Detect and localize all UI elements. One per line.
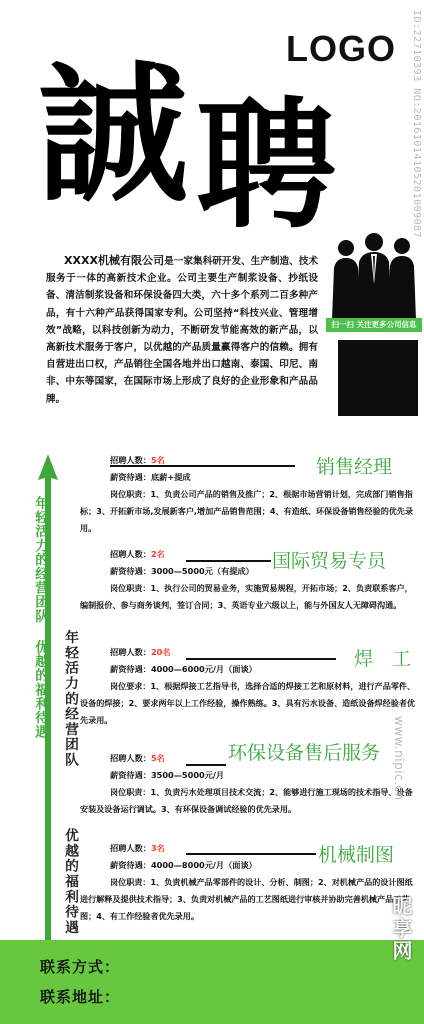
duty-label: 岗位职责： [110, 489, 151, 499]
salary-value: 3000—5000元（有提成） [150, 566, 254, 576]
recruit-count: 3名 [150, 843, 165, 853]
salary-value: 4000—8000元/月（面谈） [150, 860, 257, 870]
job-title: 机械制图 [318, 844, 395, 866]
slogan-team-black: 年轻活力的经营团队 [62, 630, 78, 768]
business-team-silhouette-icon [326, 228, 422, 320]
contact-address-label: 联系地址： [40, 988, 121, 1006]
salary-label: 薪资待遇： [110, 770, 151, 780]
contact-footer [0, 940, 424, 1024]
recruit-count: 5名 [150, 455, 165, 465]
company-intro [46, 252, 318, 408]
divider [186, 764, 226, 766]
recruit-label: 招聘人数： [110, 753, 151, 763]
duty-label: 岗位职责： [110, 787, 151, 797]
job-title: 焊 工 [354, 648, 412, 670]
recruit-count: 2名 [150, 549, 165, 559]
brand-watermark: 昵享网 [389, 896, 413, 962]
recruit-label: 招聘人数： [110, 549, 151, 559]
salary-value: 3500—5000元/月 [150, 770, 225, 780]
salary-label: 薪资待遇： [110, 664, 151, 674]
company-name: XXXX机械有限公司 [64, 254, 165, 267]
salary-value: 底薪+提成 [150, 472, 191, 482]
company-description: 是一家集科研开发、生产制造、技术服务于一体的高新技术企业。公司主要生产制浆设备、抄纸设备、清洁制浆设备和环保设备四大类，六十多个系列二百多种产品，有十六种产品获得国家专利。公司坚持“科技兴业、管理增效”战略，以科技创新为动力，不断研发节能高效的新产品，以高新技术服务于客户，以优越的产品质量赢得客户的信赖。拥有自营进出口权，产品销往全国各地并出口越南、泰国、印尼、南非、中东等国家，在国际市场上形成了良好的企业形象和产品品牌。 [46, 256, 318, 405]
site-watermark: www.nipic.cn [392, 716, 406, 801]
job-title: 环保设备售后服务 [228, 742, 381, 764]
job-title: 销售经理 [316, 456, 393, 478]
salary-label: 薪资待遇： [110, 860, 151, 870]
job-title: 国际贸易专员 [272, 550, 387, 572]
divider [186, 853, 316, 855]
duty-text: 1、负责污水处理项目技术交流；2、能够进行施工现场的技术指导、设备安装及设备运行调试。3、有环保设备调试经验的优先录用。 [80, 787, 413, 814]
headline-char-1: 誠 [38, 47, 189, 223]
duty-text: 1、负责公司产品的销售及推广；2、根据市场营销计划，完成部门销售指标；3、开拓新市场,发展新客户,增加产品销售范围；4、有造纸、环保设备销售经验的优先录用。 [80, 489, 414, 533]
recruit-label: 招聘人数： [110, 843, 151, 853]
contact-method-label: 联系方式： [40, 958, 121, 976]
recruit-label: 招聘人数： [110, 455, 151, 465]
slogan-welfare-green: 优越的福利待遇 [32, 640, 48, 739]
divider [186, 658, 336, 660]
qr-code-placeholder [338, 340, 418, 416]
recruit-label: 招聘人数： [110, 647, 151, 657]
salary-label: 薪资待遇： [110, 566, 151, 576]
slogan-team-green: 年轻活力的经营团队 [32, 496, 48, 623]
duty-label: 岗位职责： [110, 877, 151, 887]
requirement-text: 1、根据焊接工艺指导书，选择合适的焊接工艺和原材料，进行产品零件、设备的焊接；2、要求两年以上工作经验，操作熟练。3、具有污水设备、造纸设备焊经验者优先录用。 [80, 681, 416, 725]
divider [186, 560, 271, 562]
slogan-welfare-black: 优越的福利待遇 [62, 828, 78, 936]
duty-text: 1、负责机械产品零部件的设计、分析、制图；2、对机械产品的设计图纸进行解释及提供技术指导；3、负责对机械产品的工艺图纸进行审核并协助完善机械产品工艺图；4、有工作经验者优先录用。 [80, 877, 413, 921]
requirement-label: 岗位要求： [110, 681, 151, 691]
image-id-watermark: ID:22710393 NO:20161014105201009087 [411, 10, 422, 239]
divider [110, 465, 295, 467]
logo: LOGO [286, 28, 396, 69]
duty-label: 岗位职责： [110, 583, 151, 593]
recruit-count: 5名 [150, 753, 165, 763]
headline-char-2: 聘 [196, 84, 337, 248]
qr-caption: 扫一扫 关注更多公司信息 [326, 318, 422, 332]
recruit-count: 20名 [150, 647, 171, 657]
salary-label: 薪资待遇： [110, 472, 151, 482]
salary-value: 4000—6000元/月（面谈） [150, 664, 257, 674]
duty-text: 1、执行公司的贸易业务，实施贸易规程，开拓市场；2、负责联系客户，编制报价、参与商务谈判，签订合同；3、英语专业六级以上，能与外国友人无障碍沟通。 [80, 583, 413, 610]
